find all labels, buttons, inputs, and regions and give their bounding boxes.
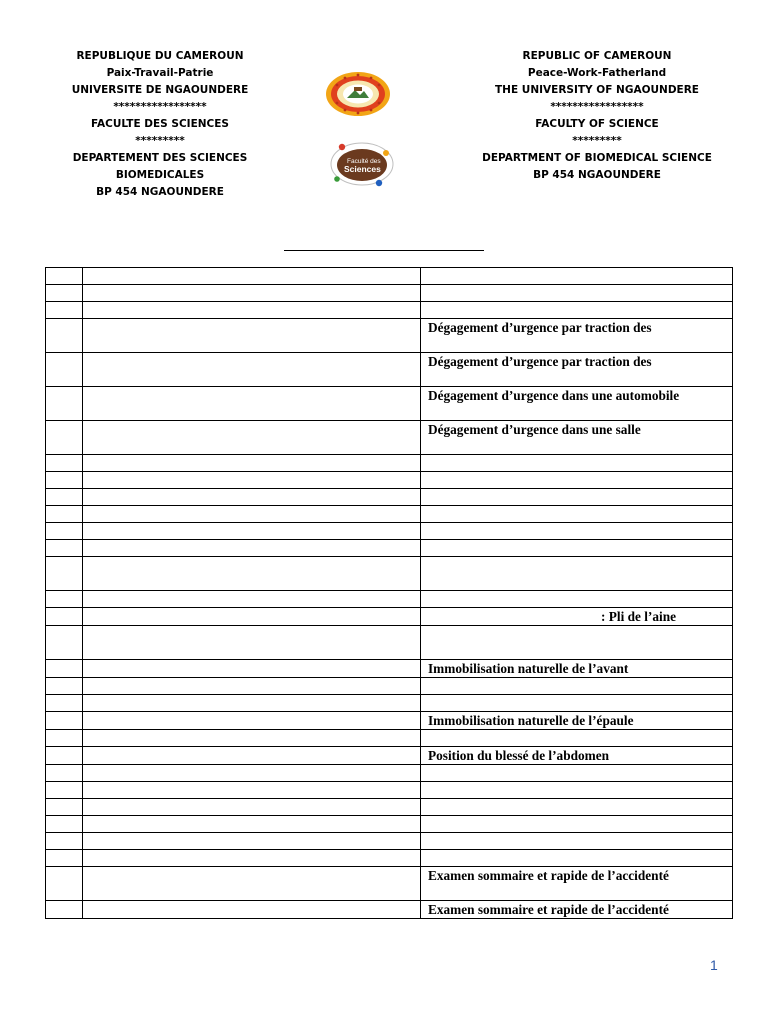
content-table — [45, 267, 733, 919]
table-cell-col2 — [83, 421, 421, 455]
table-cell-col1 — [46, 319, 83, 353]
table-cell-col2 — [83, 901, 421, 919]
table-cell-col3: Examen sommaire et rapide de l’accidenté — [421, 867, 733, 901]
table-cell-col3 — [421, 678, 733, 695]
table-row — [46, 833, 733, 850]
table-cell-col3 — [421, 268, 733, 285]
table-cell-col2 — [83, 557, 421, 591]
table-row — [46, 523, 733, 540]
table-cell-col2 — [83, 626, 421, 660]
table-row — [46, 472, 733, 489]
table-row — [46, 455, 733, 472]
faculty-of-sciences-logo — [329, 139, 395, 189]
table-row — [46, 591, 733, 608]
table-cell-col3: Examen sommaire et rapide de l’accidenté — [421, 901, 733, 919]
header-right-line: ********* — [572, 135, 622, 147]
table-cell-col2 — [83, 608, 421, 626]
table-cell-col2 — [83, 472, 421, 489]
table-cell-col3 — [421, 765, 733, 782]
table-row — [46, 557, 733, 591]
table-cell-col1 — [46, 747, 83, 765]
table-row — [46, 268, 733, 285]
table-cell-col1 — [46, 608, 83, 626]
table-cell-col2 — [83, 695, 421, 712]
content-table-body — [46, 268, 733, 919]
title-underline — [284, 250, 484, 251]
table-cell-col3: Position du blessé de l’abdomen — [421, 747, 733, 765]
table-row — [46, 730, 733, 747]
table-cell-col2 — [83, 816, 421, 833]
table-cell-col1 — [46, 421, 83, 455]
table-row — [46, 660, 733, 678]
table-row — [46, 816, 733, 833]
table-row — [46, 489, 733, 506]
table-cell-col3 — [421, 455, 733, 472]
table-cell-col1 — [46, 268, 83, 285]
table-cell-col1 — [46, 626, 83, 660]
table-cell-col3: : Pli de l’aine — [421, 608, 733, 626]
table-cell-col2 — [83, 660, 421, 678]
university-seal-logo — [325, 71, 391, 117]
table-row — [46, 901, 733, 919]
table-row — [46, 799, 733, 816]
header-right-line: ***************** — [550, 101, 644, 113]
table-cell-col2 — [83, 678, 421, 695]
table-cell-col1 — [46, 695, 83, 712]
header-left-line: ********* — [135, 135, 185, 147]
table-cell-col3 — [421, 540, 733, 557]
header-left-line: BP 454 NGAOUNDERE — [96, 186, 224, 198]
table-cell-col1 — [46, 850, 83, 867]
header-right-line: Peace-Work-Fatherland — [527, 67, 667, 79]
table-cell-col1 — [46, 678, 83, 695]
table-row — [46, 867, 733, 901]
table-cell-col3 — [421, 816, 733, 833]
table-cell-col3 — [421, 695, 733, 712]
table-cell-col1 — [46, 712, 83, 730]
faculty-logo-text-line: Faculté des — [347, 158, 381, 165]
table-cell-col2 — [83, 540, 421, 557]
header-left-line: DEPARTEMENT DES SCIENCES — [72, 152, 248, 164]
table-cell-col3 — [421, 730, 733, 747]
table-cell-col3 — [421, 782, 733, 799]
table-cell-col3: Dégagement d’urgence dans une salle — [421, 421, 733, 455]
table-cell-col1 — [46, 353, 83, 387]
table-cell-col3: Immobilisation naturelle de l’avant — [421, 660, 733, 678]
header-right-line: REPUBLIC OF CAMEROUN — [522, 50, 672, 62]
table-cell-col2 — [83, 268, 421, 285]
table-cell-col2 — [83, 850, 421, 867]
table-row — [46, 626, 733, 660]
header-left-line: UNIVERSITE DE NGAOUNDERE — [71, 84, 249, 96]
table-cell-col3 — [421, 850, 733, 867]
table-cell-col1 — [46, 302, 83, 319]
table-cell-col3: Dégagement d’urgence dans une automobile — [421, 387, 733, 421]
table-cell-col3 — [421, 557, 733, 591]
table-cell-col2 — [83, 867, 421, 901]
table-row — [46, 285, 733, 302]
table-cell-col3 — [421, 799, 733, 816]
table-cell-col2 — [83, 747, 421, 765]
table-cell-col1 — [46, 557, 83, 591]
table-row — [46, 712, 733, 730]
table-cell-col1 — [46, 489, 83, 506]
header-right-line: BP 454 NGAOUNDERE — [533, 169, 661, 181]
table-row — [46, 765, 733, 782]
table-cell-col1 — [46, 660, 83, 678]
table-cell-col2 — [83, 506, 421, 523]
table-cell-col1 — [46, 765, 83, 782]
table-cell-col1 — [46, 455, 83, 472]
table-cell-col3 — [421, 489, 733, 506]
table-cell-col2 — [83, 765, 421, 782]
table-cell-col3 — [421, 523, 733, 540]
page-number: 1 — [710, 957, 718, 973]
table-row — [46, 695, 733, 712]
header-right-block — [472, 48, 722, 184]
table-cell-col2 — [83, 833, 421, 850]
table-cell-col2 — [83, 387, 421, 421]
header-left-line: REPUBLIQUE DU CAMEROUN — [76, 50, 244, 62]
table-cell-col1 — [46, 833, 83, 850]
header-right-line: FACULTY OF SCIENCE — [535, 118, 659, 130]
table-cell-col2 — [83, 302, 421, 319]
table-cell-col3: Dégagement d’urgence par traction des — [421, 319, 733, 353]
table-cell-col1 — [46, 472, 83, 489]
table-cell-col1 — [46, 901, 83, 919]
table-cell-col2 — [83, 799, 421, 816]
table-cell-col3: Dégagement d’urgence par traction des — [421, 353, 733, 387]
table-row — [46, 678, 733, 695]
table-cell-col2 — [83, 782, 421, 799]
table-cell-col2 — [83, 455, 421, 472]
table-cell-col3 — [421, 833, 733, 850]
header-left-line: FACULTE DES SCIENCES — [91, 118, 229, 130]
table-cell-col2 — [83, 319, 421, 353]
table-cell-col1 — [46, 387, 83, 421]
table-cell-col1 — [46, 799, 83, 816]
table-row — [46, 302, 733, 319]
table-row — [46, 747, 733, 765]
table-row — [46, 353, 733, 387]
table-cell-col2 — [83, 591, 421, 608]
table-cell-col2 — [83, 353, 421, 387]
table-cell-col1 — [46, 782, 83, 799]
header-right-line: THE UNIVERSITY OF NGAOUNDERE — [495, 84, 699, 96]
table-row — [46, 608, 733, 626]
table-row — [46, 421, 733, 455]
table-cell-col1 — [46, 540, 83, 557]
table-row — [46, 540, 733, 557]
table-cell-col2 — [83, 285, 421, 302]
table-row — [46, 782, 733, 799]
table-cell-col3 — [421, 626, 733, 660]
table-cell-col2 — [83, 712, 421, 730]
header-left-line: BIOMEDICALES — [115, 169, 205, 181]
table-row — [46, 506, 733, 523]
table-cell-col3 — [421, 591, 733, 608]
table-cell-col1 — [46, 523, 83, 540]
table-cell-col3 — [421, 285, 733, 302]
table-cell-col3 — [421, 302, 733, 319]
table-cell-col2 — [83, 489, 421, 506]
table-row — [46, 319, 733, 353]
header-left-block — [35, 48, 285, 201]
header-left-line: ***************** — [113, 101, 207, 113]
table-cell-col3: Immobilisation naturelle de l’épaule — [421, 712, 733, 730]
table-row — [46, 387, 733, 421]
table-cell-col2 — [83, 523, 421, 540]
faculty-logo-text-line: Sciences — [344, 164, 381, 174]
table-cell-col2 — [83, 730, 421, 747]
table-cell-col3 — [421, 506, 733, 523]
table-row — [46, 850, 733, 867]
header-left-line: Paix-Travail-Patrie — [106, 67, 214, 79]
table-cell-col1 — [46, 867, 83, 901]
table-cell-col1 — [46, 285, 83, 302]
table-cell-col3 — [421, 472, 733, 489]
table-cell-col1 — [46, 816, 83, 833]
table-cell-col1 — [46, 591, 83, 608]
header-right-line: DEPARTMENT OF BIOMEDICAL SCIENCE — [482, 152, 712, 164]
table-cell-col1 — [46, 506, 83, 523]
table-cell-col1 — [46, 730, 83, 747]
